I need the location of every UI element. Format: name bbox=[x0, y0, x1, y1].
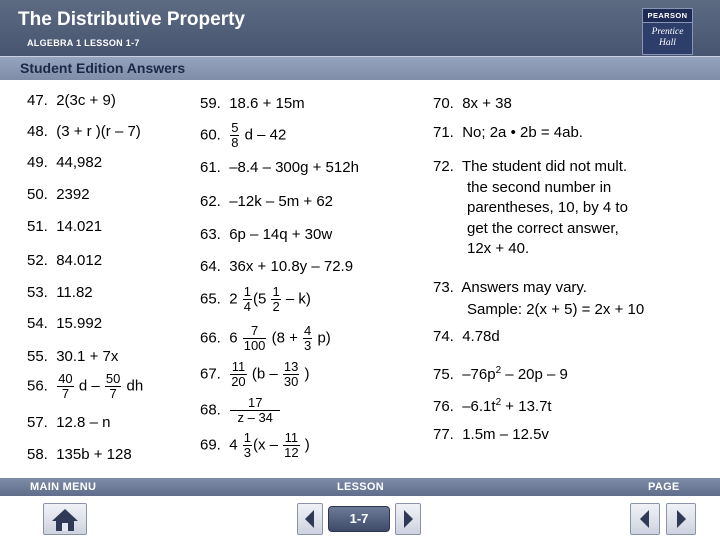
fraction: $\frac{17}{z - 34}$ bbox=[230, 396, 280, 425]
lesson-subtitle: ALGEBRA 1 LESSON 1-7 bbox=[27, 38, 140, 48]
fraction: $\frac{5}{8}$ bbox=[231, 120, 239, 150]
main-menu-label: MAIN MENU bbox=[30, 481, 97, 493]
publisher-logo bbox=[642, 8, 693, 55]
answer-64: 64. 36x + 10.8y – 72.9 bbox=[200, 258, 354, 275]
arrow-left-icon bbox=[302, 507, 318, 531]
fraction: $\frac{1}{3}$ bbox=[243, 430, 251, 460]
fraction: $\frac{40}{7}$ bbox=[58, 371, 73, 401]
answer-53: 53. 11.82 bbox=[27, 284, 93, 301]
answer-55: 55. 30.1 + 7x bbox=[27, 348, 119, 365]
fraction: $\frac{11}{12}$ bbox=[284, 430, 299, 460]
logo-top-text: PEARSON bbox=[643, 9, 692, 23]
fraction: $\frac{1}{4}$ bbox=[243, 284, 251, 314]
fraction: $\frac{4}{3}$ bbox=[304, 323, 312, 353]
logo-line1: Prentice bbox=[651, 27, 684, 37]
arrow-left-icon bbox=[636, 507, 654, 531]
answer-51: 51. 14.021 bbox=[27, 218, 103, 235]
fraction: $\frac{11}{20}$ bbox=[231, 359, 246, 389]
answer-68: 68. $\frac{17}{z - 34}$ bbox=[200, 396, 281, 425]
answer-72: 72. The student did not mult. the second number in parentheses, 10, by 4 to get the correct answer, 12x + 40. bbox=[433, 158, 628, 257]
footer-nav bbox=[0, 478, 720, 540]
answer-76: 76. $-6.1t^2 + 13.7t$ bbox=[433, 397, 552, 415]
answer-47: 47. 2(3c + 9) bbox=[27, 92, 116, 109]
fraction: $\frac{13}{30}$ bbox=[283, 359, 299, 389]
answer-77: 77. 1.5m – 12.5v bbox=[433, 426, 549, 443]
arrow-right-icon bbox=[672, 507, 690, 531]
answer-70: 70. 8x + 38 bbox=[433, 95, 512, 112]
answer-66: 66. 6 $\frac{7}{100}$ (8 + $\frac{4}{3}$ p) bbox=[200, 323, 331, 353]
answer-71: 71. No; 2a • 2b = 4ab. bbox=[433, 124, 583, 141]
fraction: $\frac{1}{2}$ bbox=[272, 284, 280, 314]
answer-60: 60. $\frac{5}{8}$ d – 42 bbox=[200, 120, 287, 150]
lesson-label: LESSON bbox=[337, 481, 385, 493]
answer-75: 75. $-76p^2 - 20p - 9$ bbox=[433, 365, 568, 383]
answer-73: 73. Answers may vary. Sample: 2(x + 5) = 2x + 10 bbox=[433, 279, 645, 318]
page-label: PAGE bbox=[648, 481, 680, 493]
arrow-right-icon bbox=[400, 507, 416, 531]
answer-67: 67. $\frac{11}{20}$ (b – $\frac{13}{30}$ ) bbox=[200, 359, 310, 389]
answer-48: 48. (3 + r )(r – 7) bbox=[27, 123, 141, 140]
answer-62: 62. –12k – 5m + 62 bbox=[200, 193, 334, 210]
lesson-prev-button[interactable] bbox=[297, 503, 323, 535]
fraction: $\frac{7}{100}$ bbox=[243, 323, 266, 353]
header-bar bbox=[0, 0, 720, 56]
answer-49: 49. 44,982 bbox=[27, 154, 103, 171]
lesson-next-button[interactable] bbox=[395, 503, 421, 535]
answer-59: 59. 18.6 + 15m bbox=[200, 95, 305, 112]
answer-50: 50. 2392 bbox=[27, 186, 90, 203]
page-title: The Distributive Property bbox=[18, 9, 245, 30]
answer-54: 54. 15.992 bbox=[27, 315, 103, 332]
answer-58: 58. 135b + 128 bbox=[27, 446, 132, 463]
lesson-number-button[interactable]: 1-7 bbox=[328, 506, 390, 532]
footer-bar bbox=[0, 478, 720, 496]
answer-63: 63. 6p – 14q + 30w bbox=[200, 226, 333, 243]
answer-74: 74. 4.78d bbox=[433, 328, 500, 345]
page-prev-button[interactable] bbox=[630, 503, 660, 535]
fraction: $\frac{50}{7}$ bbox=[105, 371, 121, 401]
page-next-button[interactable] bbox=[666, 503, 696, 535]
answer-69: 69. 4 $\frac{1}{3}$ (x – $\frac{11}{12}$ ) bbox=[200, 430, 310, 460]
home-icon bbox=[50, 507, 80, 533]
answer-65: 65. 2 $\frac{1}{4}$ (5 $\frac{1}{2}$ – k) bbox=[200, 284, 311, 314]
section-title: Student Edition Answers bbox=[20, 60, 186, 76]
logo-line2: Hall bbox=[659, 38, 676, 48]
answer-61: 61. –8.4 – 300g + 512h bbox=[200, 159, 359, 176]
answer-57: 57. 12.8 – n bbox=[27, 414, 111, 431]
home-button[interactable] bbox=[43, 503, 87, 535]
section-bar bbox=[0, 56, 720, 80]
answer-56: 56. $\frac{40}{7}$ d – $\frac{50}{7}$ dh bbox=[27, 371, 144, 401]
answer-52: 52. 84.012 bbox=[27, 252, 103, 269]
